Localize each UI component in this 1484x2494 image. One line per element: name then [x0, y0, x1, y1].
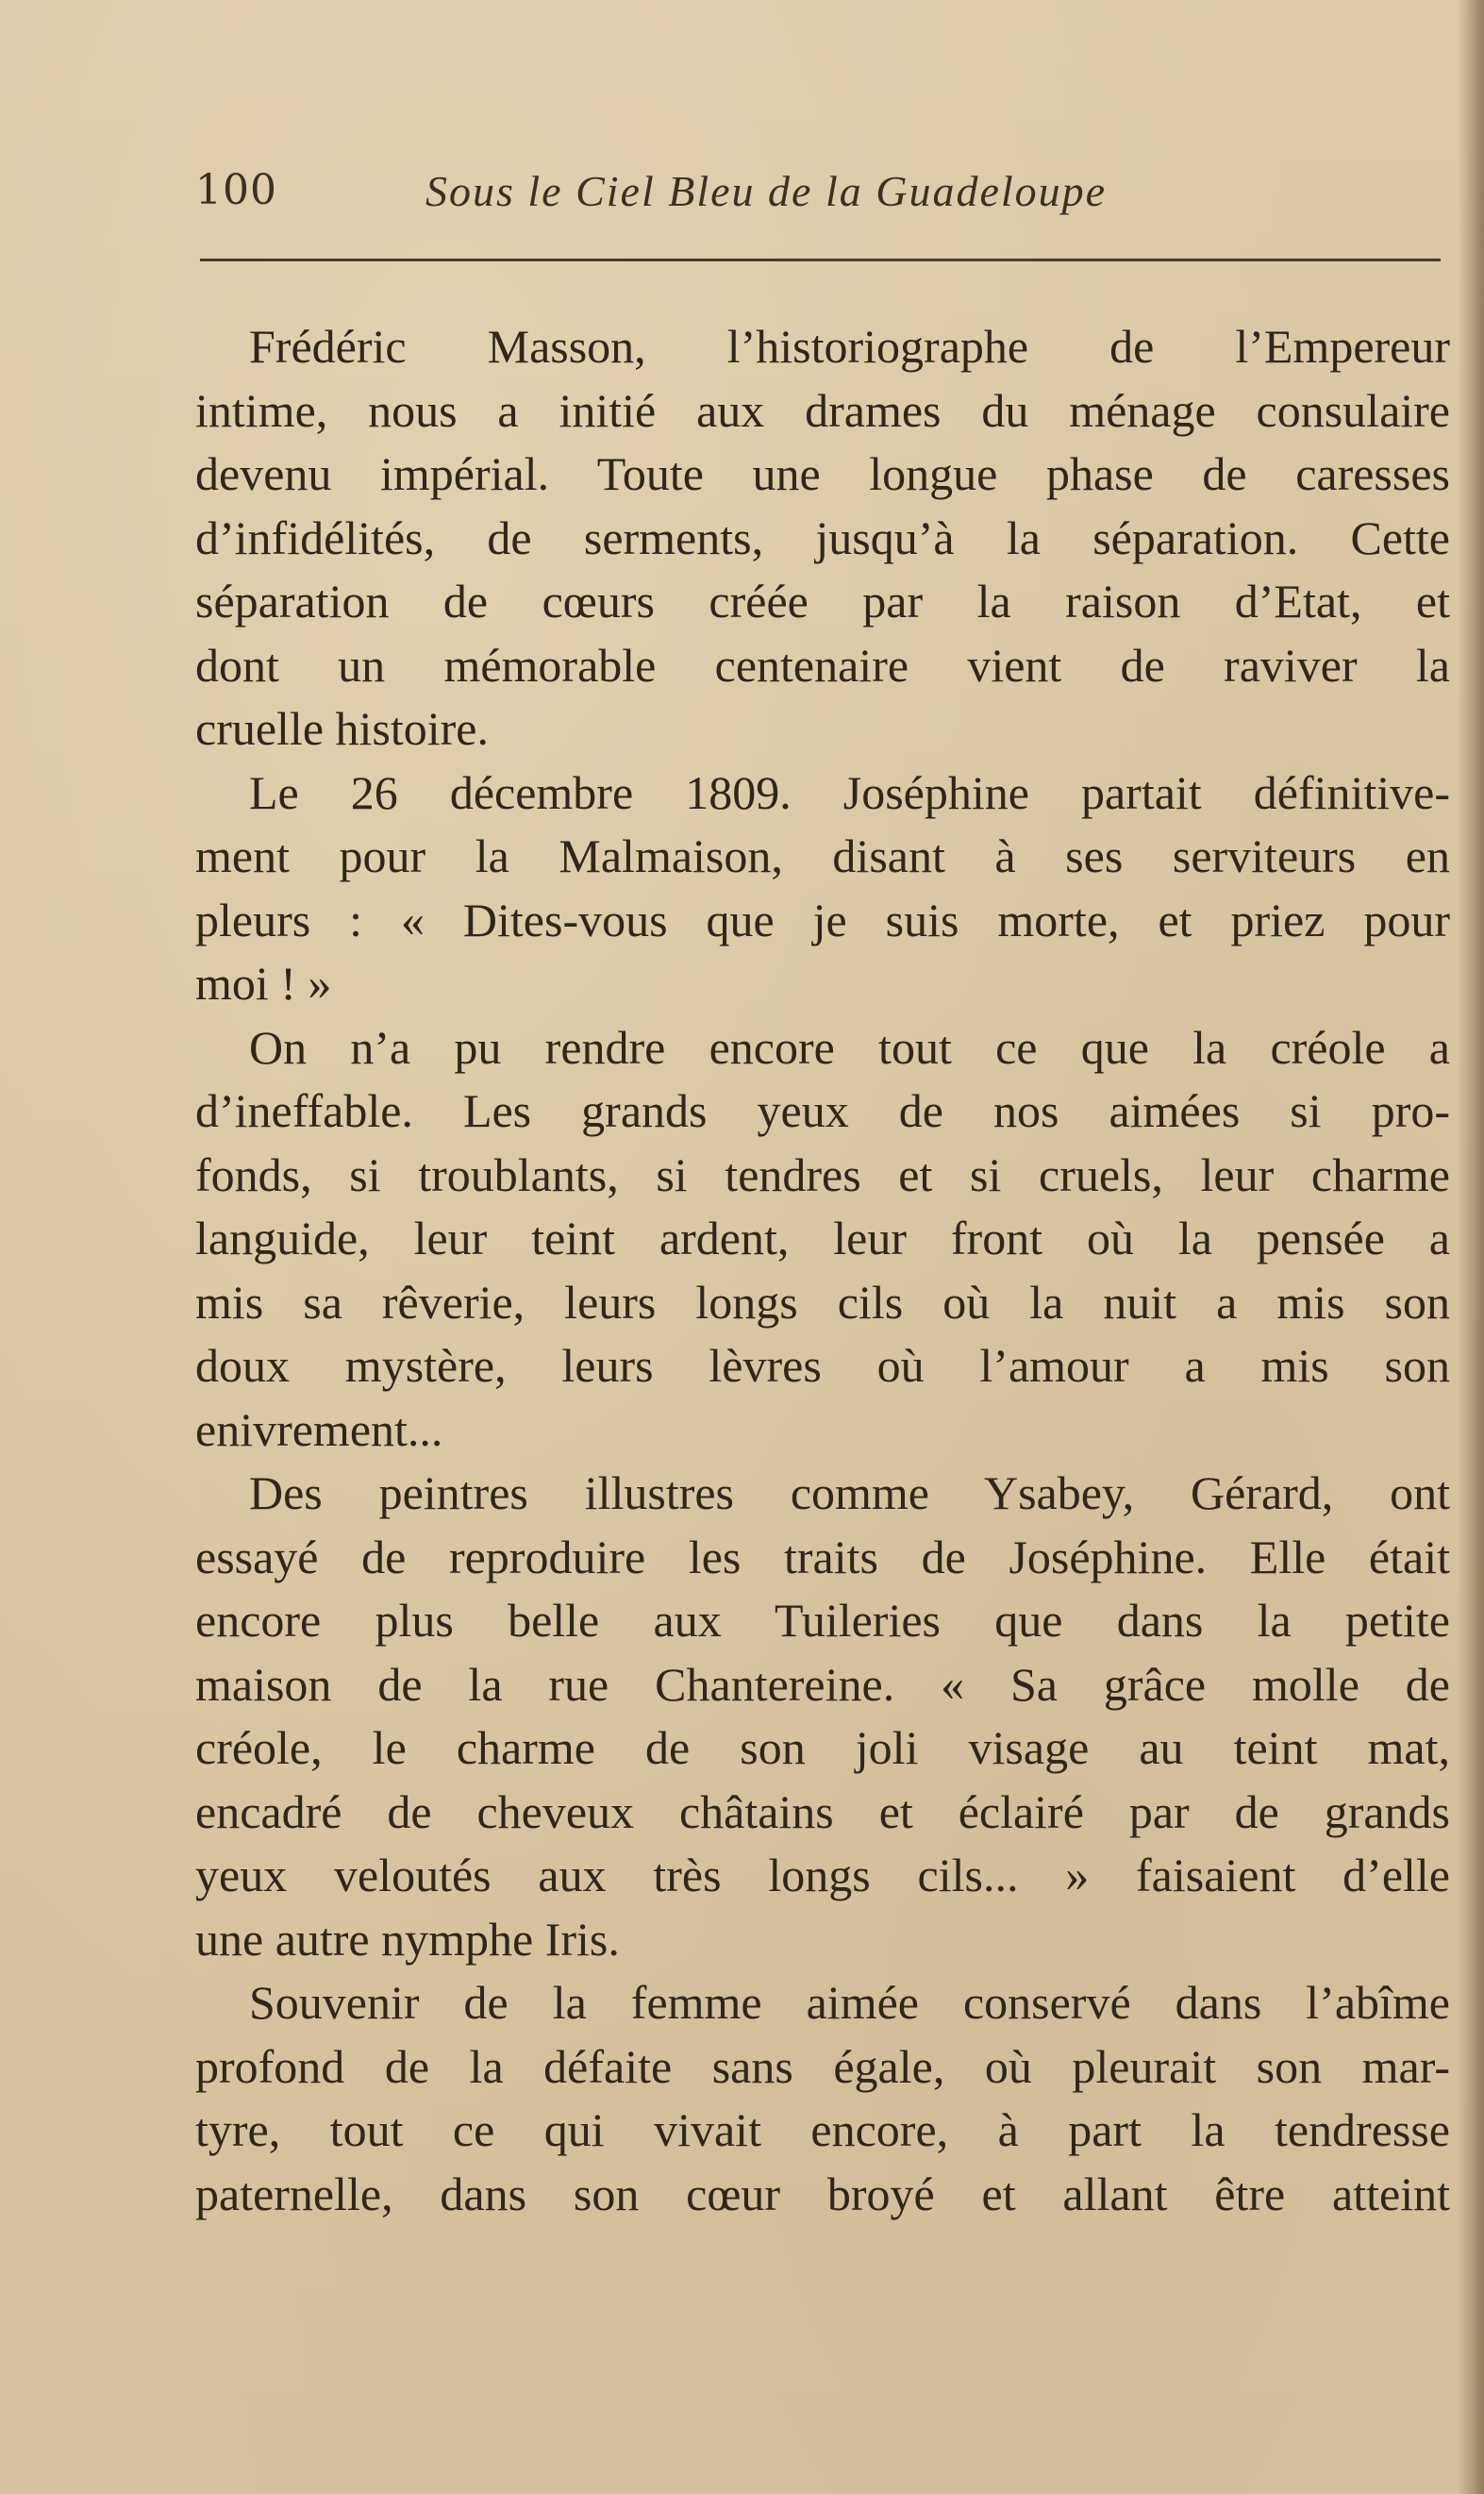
page-header: [195, 166, 1441, 223]
text-line: Souvenir de la femme aimée conservé dans l’abîme: [249, 1976, 1450, 2029]
text-line: d’ineffable. Les grands yeux de nos aimées si pro-: [195, 1084, 1450, 1137]
text-line: moi ! »: [195, 957, 332, 1010]
text-line: ment pour la Malmaison, disant à ses serviteurs en: [195, 829, 1450, 882]
text-line: intime, nous a initié aux drames du ménage consulaire: [195, 383, 1450, 437]
text-line: maison de la rue Chantereine. « Sa grâce molle de: [195, 1657, 1450, 1711]
text-line: encadré de cheveux châtains et éclairé par de grands: [195, 1784, 1450, 1838]
text-line: fonds, si troublants, si tendres et si cruels, leur charme: [195, 1147, 1450, 1201]
text-line: mis sa rêverie, leurs longs cils où la nuit a mis son: [195, 1275, 1450, 1329]
header-rule: [200, 259, 1441, 261]
text-line: enivrement...: [195, 1402, 443, 1456]
text-line: Des peintres illustres comme Ysabey, Gérard, ont: [249, 1466, 1450, 1519]
text-line: d’infidélités, de serments, jusqu’à la séparation. Cette: [195, 511, 1450, 564]
text-line: séparation de cœurs créée par la raison d’Etat, et: [195, 575, 1450, 628]
page-edge-shadow: [1458, 0, 1484, 2494]
running-title: Sous le Ciel Bleu de la Guadeloupe: [425, 167, 1108, 215]
text-line: cruelle histoire.: [195, 702, 489, 755]
text-line: yeux veloutés aux très longs cils... » faisaient d’elle: [195, 1849, 1450, 1901]
text-line: paternelle, dans son cœur broyé et allant être atteint: [195, 2167, 1450, 2220]
text-line: essayé de reproduire les traits de Joséphine. Elle était: [195, 1530, 1450, 1583]
text-line: encore plus belle aux Tuileries que dans la petite: [195, 1594, 1450, 1647]
text-line: profond de la défaite sans égale, où pleurait son mar-: [195, 2039, 1450, 2093]
text-line: une autre nymphe Iris.: [195, 1912, 620, 1966]
text-body: [195, 315, 1450, 2226]
text-line: On n’a pu rendre encore tout ce que la créole a: [249, 1020, 1450, 1074]
text-line: Frédéric Masson, l’historiographe de l’Empereur: [249, 320, 1450, 373]
text-line: pleurs : « Dites-vous que je suis morte, et priez pour: [195, 893, 1450, 946]
text-line: devenu impérial. Toute une longue phase de caresses: [195, 447, 1450, 500]
text-line: languide, leur teint ardent, leur front où la pensée a: [195, 1212, 1450, 1264]
text-line: tyre, tout ce qui vivait encore, à part la tendresse: [195, 2103, 1450, 2156]
text-line: Le 26 décembre 1809. Joséphine partait définitive-: [249, 765, 1450, 819]
text-line: dont un mémorable centenaire vient de raviver la: [195, 638, 1450, 692]
text-line: doux mystère, leurs lèvres où l’amour a mis son: [195, 1339, 1450, 1392]
text-line: créole, le charme de son joli visage au teint mat,: [195, 1721, 1450, 1774]
page-number: 100: [195, 166, 277, 214]
